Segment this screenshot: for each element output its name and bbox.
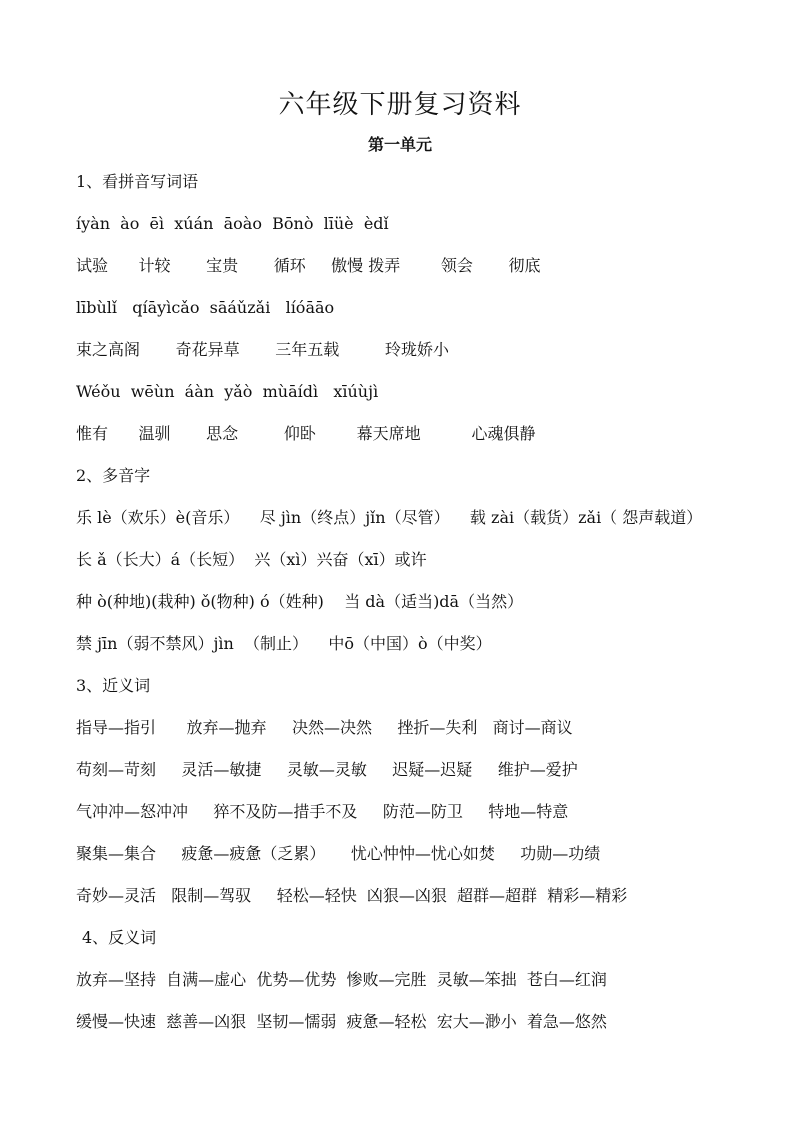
unit-heading: 第一单元 xyxy=(367,135,432,154)
section-heading-pinyin: 1、看拼音写词语 xyxy=(76,172,199,191)
polyphonic-line-1: 乐 lè（欢乐）è(音乐） 尽 jìn（终点）jǐn（尽管） 载 zài（载货）zǎi（ 怨声载道） xyxy=(76,508,703,527)
polyphonic-line-2: 长 ǎ（长大）á（长短） 兴（xì）兴奋（xī）或许 xyxy=(76,550,427,569)
synonyms-line-2: 苟刻—苛刻 灵活—敏捷 灵敏—灵敏 迟疑—迟疑 维护—爱护 xyxy=(76,760,578,779)
pinyin-line-2: lībùlǐ qíāyìcǎo sāáǔzǎi líóāāo xyxy=(76,298,335,317)
section-heading-antonyms: 4、反义词 xyxy=(82,928,157,947)
pinyin-line-1: íyàn ào ēì xúán āoào Bōnò līüè èdǐ xyxy=(76,214,389,233)
section-heading-polyphonic: 2、多音字 xyxy=(76,466,151,485)
antonyms-line-2: 缓慢—快速 慈善—凶狠 坚韧—懦弱 疲惫—轻松 宏大—渺小 着急—悠然 xyxy=(76,1012,607,1031)
document-title: 六年级下册复习资料 xyxy=(278,90,522,120)
pinyin-line-3: Wéǒu wēùn áàn yǎò mùāídì xīúùjì xyxy=(76,382,379,401)
polyphonic-line-3: 种 ò(种地)(栽种) ǒ(物种) ó（姓种) 当 dà（适当)dā（当然） xyxy=(76,592,524,611)
synonyms-line-5: 奇妙—灵活 限制—驾驭 轻松—轻快 凶狠—凶狠 超群—超群 精彩—精彩 xyxy=(76,886,628,905)
words-line-1: 试验 计较 宝贵 循环 傲慢 拨弄 领会 彻底 xyxy=(76,256,541,275)
polyphonic-line-4: 禁 jīn（弱不禁风）jìn （制止） 中ō（中国）ò（中奖） xyxy=(76,634,492,653)
synonyms-line-3: 气冲冲—怒冲冲 猝不及防—措手不及 防范—防卫 特地—特意 xyxy=(76,802,569,821)
words-line-3: 惟有 温驯 思念 仰卧 幕天席地 心魂俱静 xyxy=(76,424,536,443)
section-heading-synonyms: 3、近义词 xyxy=(76,676,151,695)
synonyms-line-1: 指导—指引 放弃—抛弃 决然—决然 挫折—失利 商讨—商议 xyxy=(76,718,573,737)
synonyms-line-4: 聚集—集合 疲惫—疲惫（乏累） 忧心忡忡—忧心如焚 功勋—功绩 xyxy=(76,844,601,863)
words-line-2: 束之高阁 奇花异草 三年五载 玲珑娇小 xyxy=(76,340,449,359)
antonyms-line-1: 放弃—坚持 自满—虚心 优势—优势 惨败—完胜 灵敏—笨拙 苍白—红润 xyxy=(76,970,607,989)
